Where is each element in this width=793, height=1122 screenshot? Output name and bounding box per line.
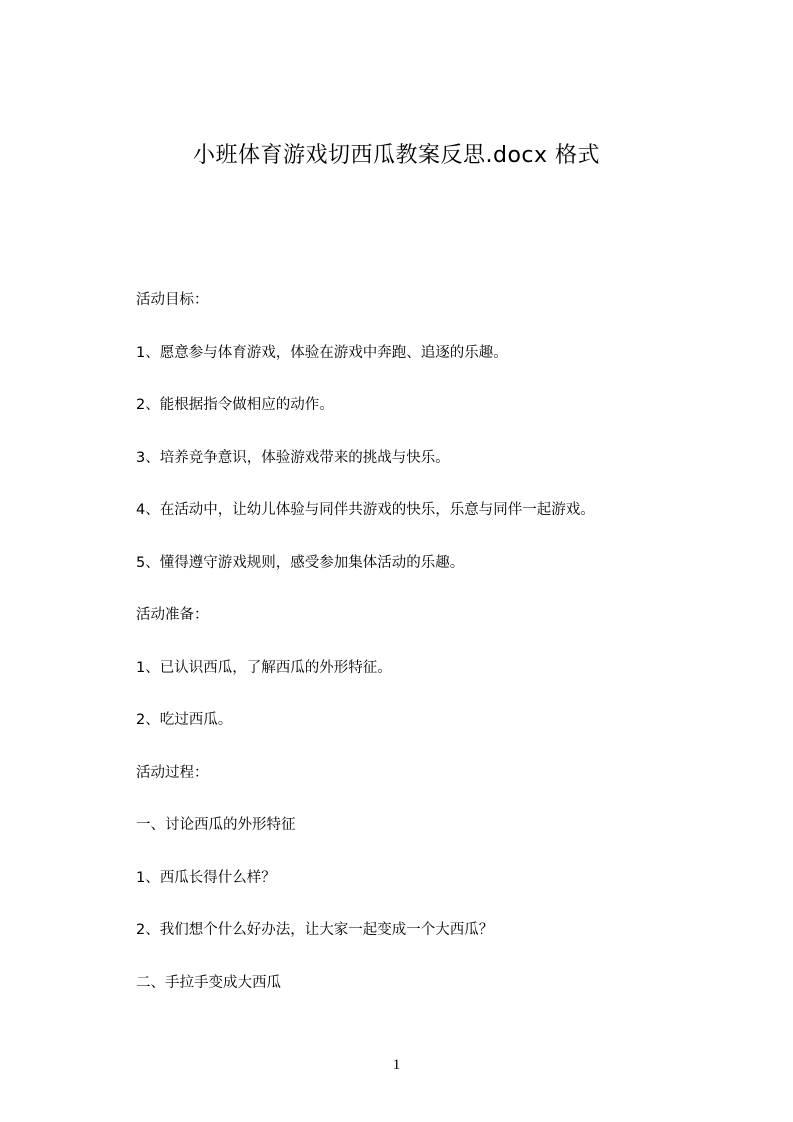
subsection-heading: 二、手拉手变成大西瓜 <box>136 974 281 991</box>
section-heading-goals: 活动目标： <box>136 292 209 308</box>
paragraph: 2、能根据指令做相应的动作。 <box>136 397 334 413</box>
paragraph: 1、愿意参与体育游戏，体验在游戏中奔跑、追逐的乐趣。 <box>136 344 508 361</box>
paragraph: 4、在活动中，让幼儿体验与同伴共游戏的快乐，乐意与同伴一起游戏。 <box>136 502 595 518</box>
section-heading-process: 活动过程： <box>136 764 209 781</box>
document-body <box>136 287 696 1022</box>
paragraph: 2、吃过西瓜。 <box>136 712 233 728</box>
section-heading-preparation: 活动准备： <box>136 607 209 623</box>
paragraph: 2、我们想个什么好办法，让大家一起变成一个大西瓜？ <box>136 922 494 938</box>
subsection-heading: 一、讨论西瓜的外形特征 <box>136 817 296 833</box>
paragraph: 3、培养竞争意识，体验游戏带来的挑战与快乐。 <box>136 449 450 466</box>
paragraph: 1、已认识西瓜，了解西瓜的外形特征。 <box>136 659 392 676</box>
document-title: 小班体育游戏切西瓜教案反思.docx 格式 <box>192 143 601 168</box>
paragraph: 1、西瓜长得什么样？ <box>136 869 276 886</box>
page-number: 1 <box>392 1057 401 1073</box>
paragraph: 5、懂得遵守游戏规则，感受参加集体活动的乐趣。 <box>136 554 465 571</box>
